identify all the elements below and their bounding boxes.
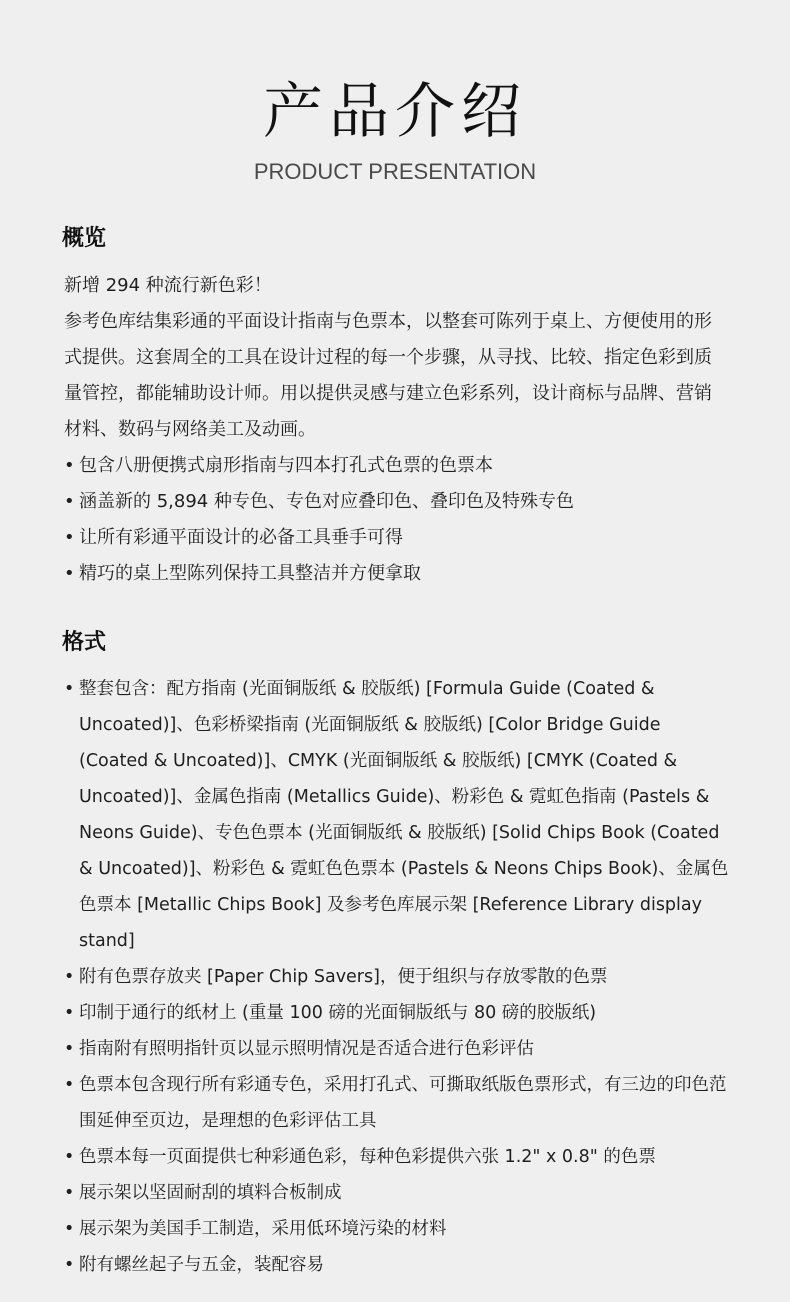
overview-bullet-list [64,448,728,592]
format-heading: 格式 [62,630,107,655]
list-item: • 展示架以坚固耐刮的填料合板制成 [64,1175,730,1211]
overview-heading: 概览 [62,226,107,251]
format-bullet-list [64,671,730,1283]
list-item: • 色票本包含现行所有彩通专色，采用打孔式、可撕取纸版色票形式，有三边的印色范围延伸至页边，是理想的色彩评估工具 [64,1067,730,1139]
list-item: • 精巧的桌上型陈列保持工具整洁并方便拿取 [64,556,728,592]
list-item: • 附有螺丝起子与五金，装配容易 [64,1247,730,1283]
list-item: • 展示架为美国手工制造，采用低环境污染的材料 [64,1211,730,1247]
format-section [64,671,730,1283]
overview-paragraph: 新增 294 种流行新色彩！ [64,275,272,296]
list-item: • 涵盖新的 5,894 种专色、专色对应叠印色、叠印色及特殊专色 [64,484,728,520]
list-item: • 包含八册便携式扇形指南与四本打孔式色票的色票本 [64,448,728,484]
list-item: • 指南附有照明指针页以显示照明情况是否适合进行色彩评估 [64,1031,730,1067]
list-item: • 让所有彩通平面设计的必备工具垂手可得 [64,520,728,556]
page-header [0,72,790,186]
page-title: 产品介绍 [263,77,527,147]
list-item: • 附有色票存放夹 [Paper Chip Savers]，便于组织与存放零散的色票 [64,959,730,995]
list-item: • 整套包含：配方指南 (光面铜版纸 & 胶版纸) [Formula Guide (Coated & Uncoated)]、色彩桥梁指南 (光面铜版纸 & 胶版纸) [Color Bridge Guide (Coated & Uncoated)]、CMYK (光面铜版纸 & 胶版纸) [CMYK (Coated & Uncoated)]、金属色指南 (Metallics Guide)、粉彩色 & 霓虹色指南 (Pastels & Neons Guide)、专色色票本 (光面铜版纸 & 胶版纸) [Solid Chips Book (Coated & Uncoated)]、粉彩色 & 霓虹色色票本 (Pastels & Neons Chips Book)、金属色色票本 [Metallic Chips Book] 及参考色库展示架 [Reference Library display stand] [64,671,730,959]
list-item: • 印制于通行的纸材上 (重量 100 磅的光面铜版纸与 80 磅的胶版纸) [64,995,730,1031]
list-item: • 色票本每一页面提供七种彩通色彩，每种色彩提供六张 1.2" x 0.8" 的色票 [64,1139,730,1175]
overview-paragraph: 参考色库结集彩通的平面设计指南与色票本，以整套可陈列于桌上、方便使用的形式提供。这套周全的工具在设计过程的每一个步骤，从寻找、比较、指定色彩到质量管控，都能辅助设计师。用以提供灵感与建立色彩系列，设计商标与品牌、营销材料、数码与网络美工及动画。 [64,311,712,440]
overview-section [64,268,728,592]
page-subtitle: PRODUCT PRESENTATION [253,159,537,184]
